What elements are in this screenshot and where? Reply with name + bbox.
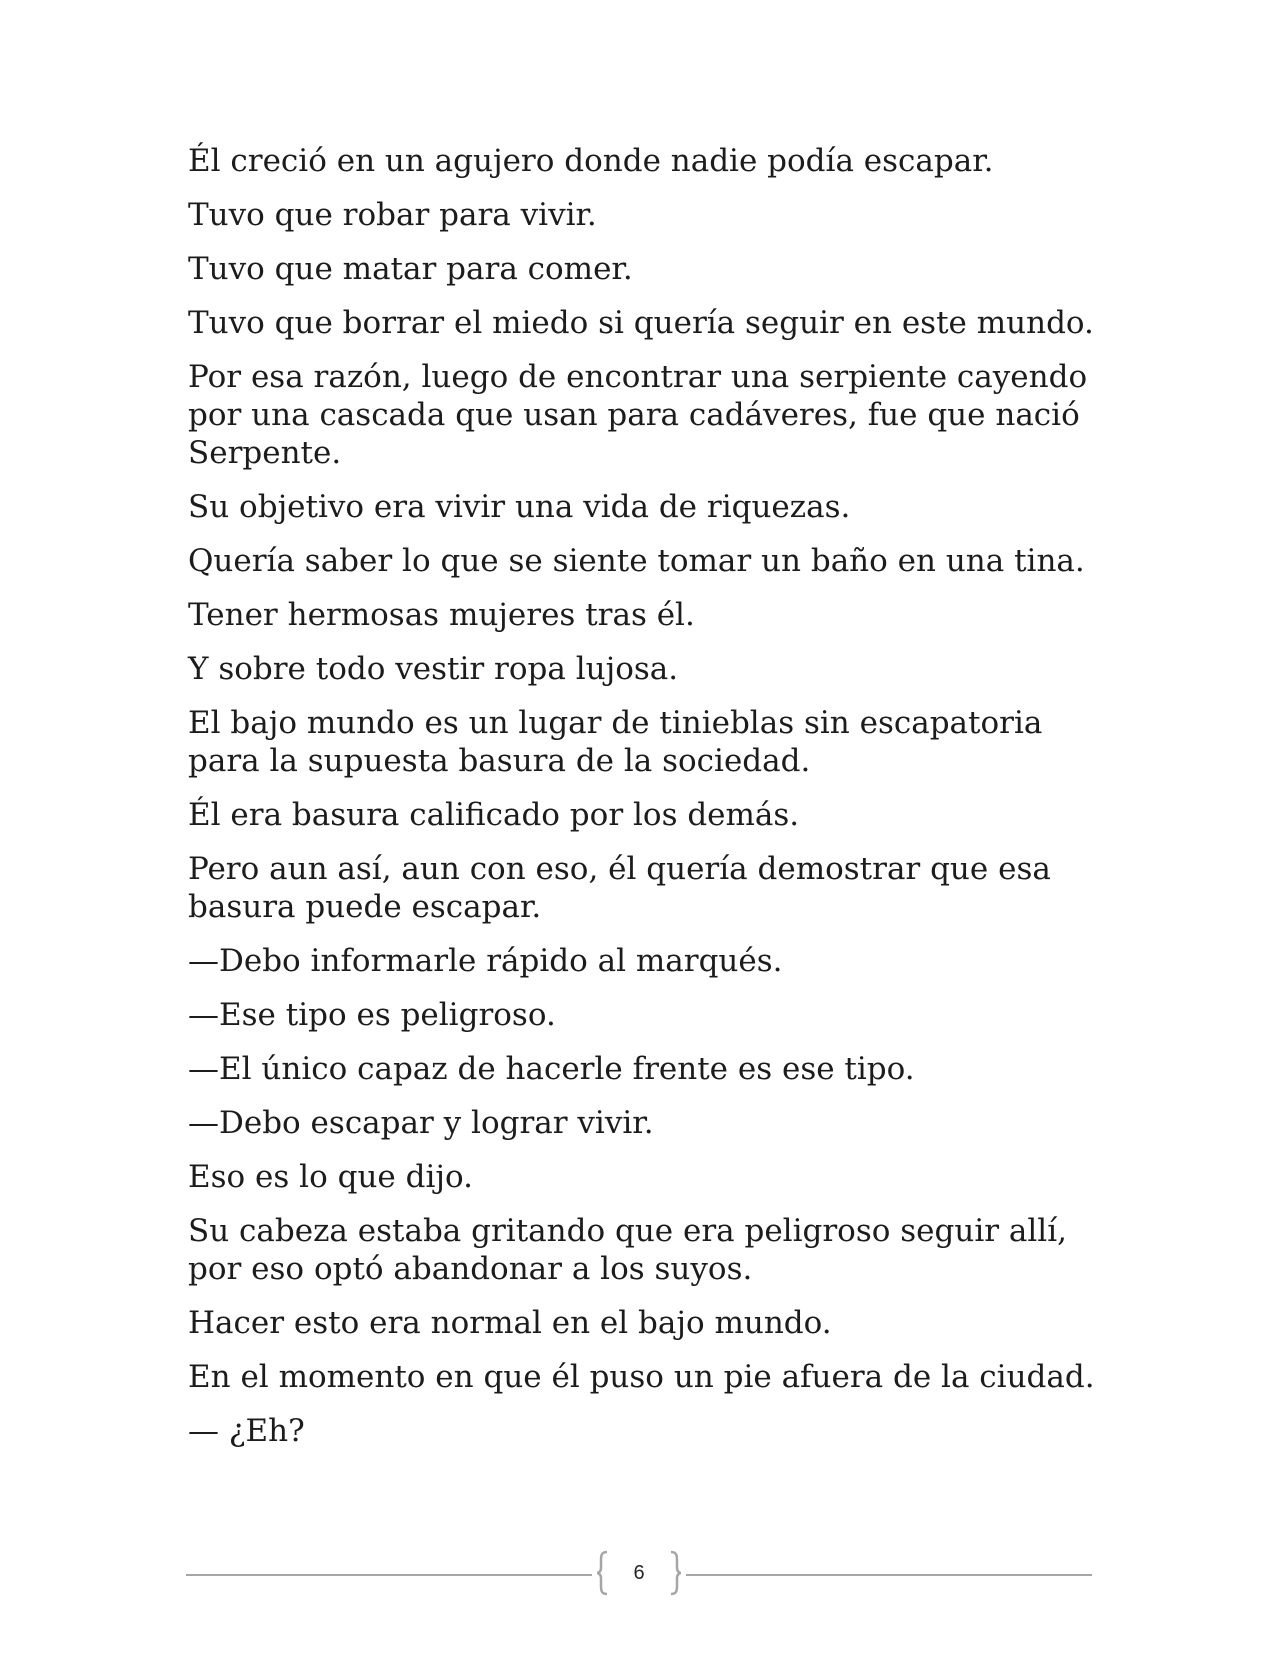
dialogue-line: —El único capaz de hacerle frente es ese tipo. bbox=[188, 1051, 915, 1087]
paragraph: Él era basura calificado por los demás. bbox=[188, 797, 800, 833]
paragraph: Hacer esto era normal en el bajo mundo. bbox=[188, 1305, 832, 1341]
footer-rule-right bbox=[686, 1574, 1092, 1576]
paragraph: Tuvo que matar para comer. bbox=[188, 251, 633, 287]
dialogue-line: —Debo escapar y lograr vivir. bbox=[188, 1105, 654, 1141]
page-footer bbox=[186, 1550, 1092, 1600]
right-brace-icon bbox=[668, 1550, 682, 1596]
paragraph: Tuvo que robar para vivir. bbox=[188, 197, 597, 233]
paragraph: Su objetivo era vivir una vida de riquezas. bbox=[188, 489, 851, 525]
paragraph: El bajo mundo es un lugar de tinieblas sin escapatoria para la supuesta basura de la sociedad. bbox=[188, 705, 1043, 779]
page-number: 6 bbox=[633, 1562, 645, 1584]
paragraph: Tuvo que borrar el miedo si quería seguir en este mundo. bbox=[188, 305, 1094, 341]
paragraph: Por esa razón, luego de encontrar una serpiente cayendo por una cascada que usan para cadáveres, fue que nació Serpente. bbox=[188, 359, 1088, 471]
body-text bbox=[188, 142, 1098, 1466]
dialogue-line: — ¿Eh? bbox=[188, 1413, 305, 1449]
paragraph: Eso es lo que dijo. bbox=[188, 1159, 473, 1195]
paragraph: Y sobre todo vestir ropa lujosa. bbox=[188, 651, 679, 687]
footer-rule-left bbox=[186, 1574, 592, 1576]
paragraph: Tener hermosas mujeres tras él. bbox=[188, 597, 695, 633]
paragraph: Su cabeza estaba gritando que era peligroso seguir allí, por eso optó abandonar a los suyos. bbox=[188, 1213, 1067, 1287]
left-brace-icon bbox=[596, 1550, 610, 1596]
dialogue-line: —Debo informarle rápido al marqués. bbox=[188, 943, 783, 979]
paragraph: Quería saber lo que se siente tomar un baño en una tina. bbox=[188, 543, 1085, 579]
paragraph: En el momento en que él puso un pie afuera de la ciudad. bbox=[188, 1359, 1095, 1395]
paragraph: Él creció en un agujero donde nadie podía escapar. bbox=[188, 143, 994, 179]
paragraph: Pero aun así, aun con eso, él quería demostrar que esa basura puede escapar. bbox=[188, 851, 1051, 925]
dialogue-line: —Ese tipo es peligroso. bbox=[188, 997, 556, 1033]
